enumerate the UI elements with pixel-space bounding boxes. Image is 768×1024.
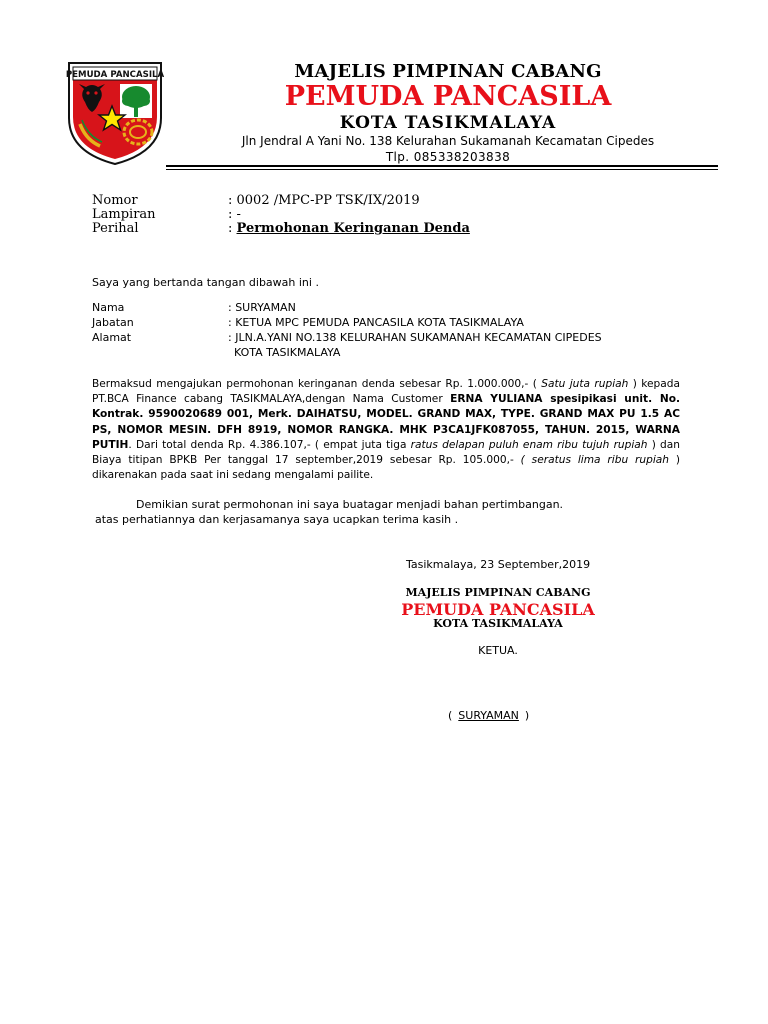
signature-name-line	[448, 709, 529, 722]
signature-open-paren: (	[448, 709, 453, 722]
meta-perihal-label: Perihal	[92, 221, 139, 236]
identity-alamat-label: Alamat	[92, 331, 132, 344]
body-paragraph	[92, 377, 680, 483]
identity-nama-value: : SURYAMAN	[228, 301, 296, 314]
meta-lampiran-label: Lampiran	[92, 207, 156, 222]
intro-line: Saya yang bertanda tangan dibawah ini .	[92, 276, 319, 289]
body-s4: . Dari total denda Rp. 4.386.107,- ( empat juta tiga	[128, 438, 411, 451]
identity-nama-label: Nama	[92, 301, 125, 314]
meta-nomor-value: : 0002 /MPC-PP TSK/IX/2019	[228, 193, 420, 208]
header-org-name: PEMUDA PANCASILA	[284, 81, 612, 112]
header-divider-thin	[166, 169, 718, 170]
body-s1-italic: Satu juta rupiah	[536, 378, 633, 390]
signature-close-paren: )	[524, 709, 530, 722]
signature-name: SURYAMAN	[458, 709, 519, 722]
identity-jabatan-label: Jabatan	[92, 316, 134, 329]
body-s4-italic: ratus delapan puluh enam ribu tujuh rupiah	[410, 438, 652, 451]
identity-alamat-value: : JLN.A.YANI NO.138 KELURAHAN SUKAMANAH KECAMATAN CIPEDES	[228, 331, 602, 344]
header-phone: Tlp. 085338203838	[385, 150, 511, 164]
logo-banner-text: PEMUDA PANCASILA	[66, 70, 164, 80]
header-org-level: MAJELIS PIMPINAN CABANG	[294, 61, 602, 82]
identity-alamat-value-2: KOTA TASIKMALAYA	[234, 346, 341, 359]
meta-perihal-colon: :	[228, 221, 237, 236]
body-vehicle-spec: ERNA YULIANA spesipikasi unit. No. Kontrak. 9590020689 001, Merk. DAIHATSU, MODEL. GRAND MAX, TYPE. GRAND MAX PU 1.5 AC PS, NOMOR MESIN. DFH 8919, NOMOR RANGKA. MHK P3CA1JFK087055, TAHUN. 2015, WARNA PUTIH	[92, 393, 680, 451]
body-s6: ) dikarenakan pada saat ini sedang mengalami pailite.	[92, 454, 681, 482]
signature-place-date: Tasikmalaya, 23 September,2019	[406, 558, 591, 571]
identity-jabatan-value: : KETUA MPC PEMUDA PANCASILA KOTA TASIKMALAYA	[228, 316, 524, 329]
signature-org-name: PEMUDA PANCASILA	[401, 600, 595, 619]
meta-lampiran-value: : -	[228, 207, 241, 222]
signature-org-level: MAJELIS PIMPINAN CABANG	[405, 586, 591, 599]
signature-role: KETUA.	[478, 644, 518, 657]
body-s1: Bermaksud mengajukan permohonan keringanan denda sebesar Rp. 1.000.000,- (	[92, 378, 537, 390]
meta-perihal-value-wrap	[228, 222, 470, 236]
body-s2: ) kepada PT.BCA Finance cabang TASIKMALAYA,dengan Nama Customer	[92, 378, 680, 406]
header-city: KOTA TASIKMALAYA	[339, 113, 557, 133]
header-address: Jln Jendral A Yani No. 138 Kelurahan Sukamanah Kecamatan Cipedes	[241, 134, 655, 148]
meta-nomor-label: Nomor	[92, 193, 138, 208]
header-divider-thick	[166, 165, 718, 167]
meta-perihal-value: Permohonan Keringanan Denda	[236, 221, 470, 236]
pemuda-pancasila-logo	[66, 60, 164, 166]
signature-city: KOTA TASIKMALAYA	[433, 617, 563, 630]
closing-line-1: Demikian surat permohonan ini saya buatagar menjadi bahan pertimbangan.	[136, 498, 564, 511]
body-s5: ) dan Biaya titipan BPKB Per tanggal 17 september,2019 sebesar Rp. 105.000,-	[92, 438, 680, 467]
closing-line-2: atas perhatiannya dan kerjasamanya saya ucapkan terima kasih .	[95, 513, 459, 526]
body-s5-italic: ( seratus lima ribu rupiah	[520, 454, 676, 467]
